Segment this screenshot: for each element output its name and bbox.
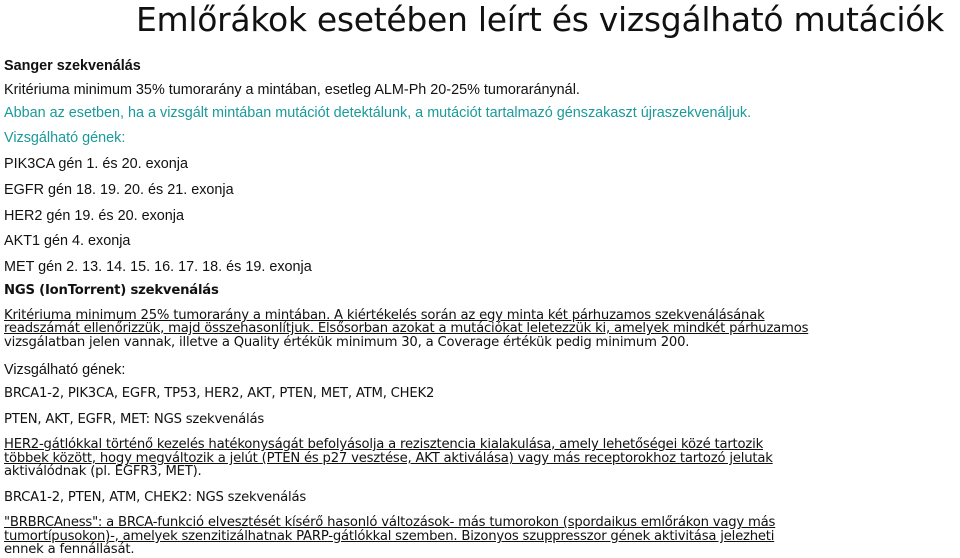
- sanger-gene-item: MET gén 2. 13. 14. 15. 16. 17. 18. és 19. exonja: [4, 259, 312, 275]
- ngs-criteria-line: Kritériuma minimum 25% tumorarány a mintában. A kiértékelés során az egy minta két párhuzamos szekvenálásának: [4, 308, 765, 323]
- brcaness-line: ennek a fennállását.: [4, 542, 135, 557]
- slide-title: Emlőrákok esetében leírt és vizsgálható mutációk: [136, 0, 944, 39]
- her2-line: HER2-gátlókkal történő kezelés hatékonyságát befolyásolja a rezisztencia kialakulása, amely lehetőségei közé tartozik: [4, 437, 764, 452]
- ngs-genes-label: Vizsgálható gének:: [4, 362, 126, 378]
- ngs-gene-list: BRCA1-2, PIK3CA, EGFR, TP53, HER2, AKT, PTEN, MET, ATM, CHEK2: [4, 386, 435, 401]
- brcaness-line: tumortípusokon)-, amelyek szenzitizálhatnak PARP-gátlókkal szemben. Bizonyos szuppresszor gének aktivitása jelezheti: [4, 529, 775, 544]
- ngs-criteria-line: readszámát ellenőrizzük, majd összehasonlítjuk. Elsősorban azokat a mutációkat leletezzük ki, amelyek mindkét párhuzamos: [4, 321, 809, 336]
- sanger-gene-item: EGFR gén 18. 19. 20. és 21. exonja: [4, 182, 234, 198]
- her2-line: aktiválódnak (pl. EGFR3, MET).: [4, 464, 202, 479]
- sanger-genes-label: Vizsgálható gének:: [4, 130, 126, 146]
- ngs-criteria-line: vizsgálatban jelen vannak, illetve a Quality értékük minimum 30, a Coverage értékük pedig minimum 200.: [4, 335, 690, 350]
- sanger-gene-item: PIK3CA gén 1. és 20. exonja: [4, 156, 189, 172]
- brcaness-line: "BRBRCAness": a BRCA-funkció elvesztését kísérő hasonló változások- más tumorokon (spordaikus emlőrákon vagy más: [4, 515, 776, 530]
- ngs-genes-1: PTEN, AKT, EGFR, MET: NGS szekvenálás: [4, 412, 265, 427]
- ngs-genes-2: BRCA1-2, PTEN, ATM, CHEK2: NGS szekvenálás: [4, 490, 307, 505]
- sanger-heading: Sanger szekvenálás: [4, 58, 141, 74]
- sanger-criteria: Kritériuma minimum 35% tumorarány a mintában, esetleg ALM-Ph 20-25% tumoraránynál.: [4, 82, 580, 98]
- ngs-heading: NGS (IonTorrent) szekvenálás: [4, 283, 219, 298]
- sanger-resequence: Abban az esetben, ha a vizsgált mintában mutációt detektálunk, a mutációt tartalmazó génszakaszt újraszekvenáljuk.: [4, 105, 752, 121]
- sanger-gene-item: AKT1 gén 4. exonja: [4, 233, 131, 249]
- sanger-gene-item: HER2 gén 19. és 20. exonja: [4, 208, 185, 224]
- her2-line: többek között, hogy megváltozik a jelút (PTEN és p27 vesztése, AKT aktiválása) vagy más receptorokhoz tartozó jelutak: [4, 451, 773, 466]
